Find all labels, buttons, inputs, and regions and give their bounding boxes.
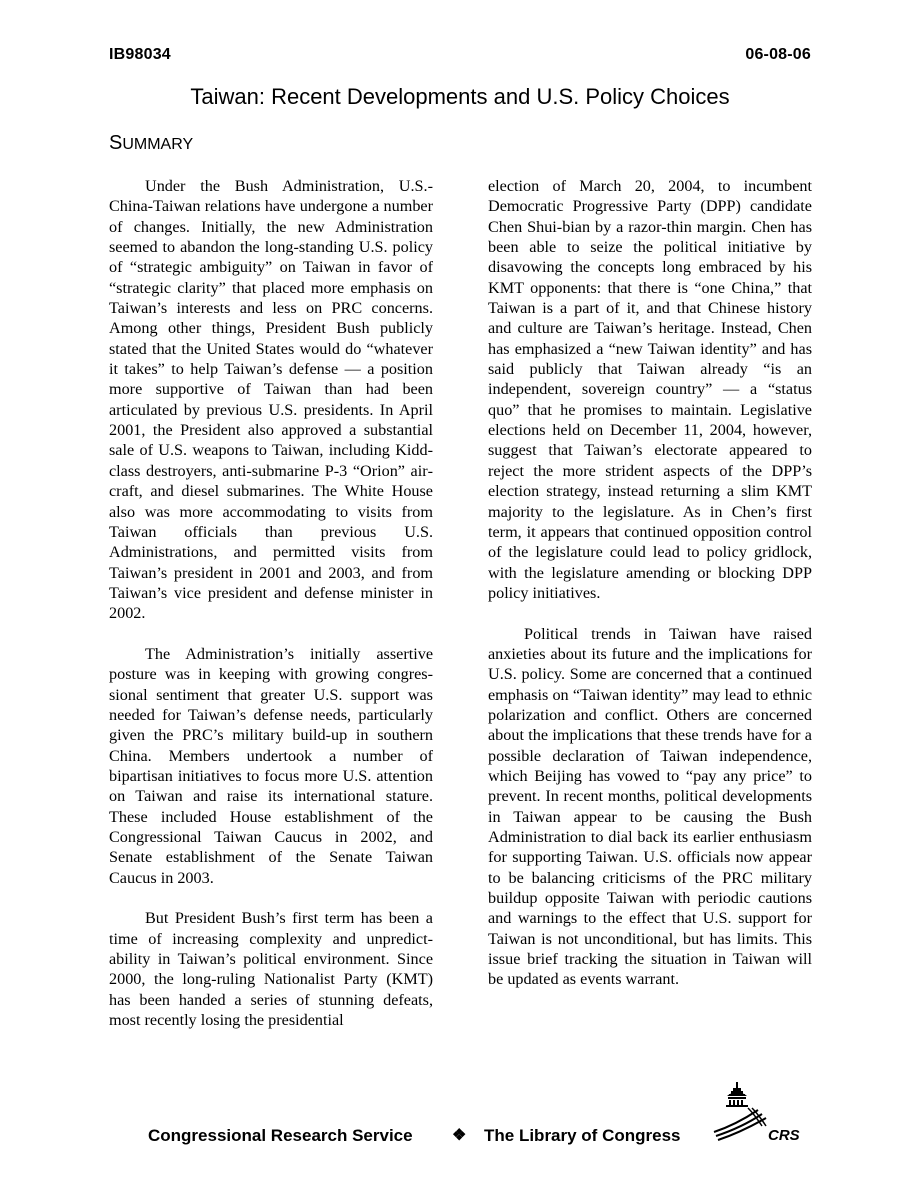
paragraph: But President Bush’s first term has been a time of increasing complexity and unpredictability in Taiwan’s political environment. Since 2000, the long-ruling Nationalist Party (KMT) has been handed a series of stunning defeats, most recently losing the presidential	[109, 909, 433, 1030]
paragraph: The Administration’s initially assertive posture was in keeping with growing congressional sentiment that greater U.S. support was needed for Taiwan’s defense needs, particularly given the PRC’s military build-up in southern China. Members undertook a number of bipartisan initiatives to focus more U.S. attention on Taiwan and raise its international stature. These included House establishment of the Congressional Taiwan Caucus in 2002, and Senate establishment of the Senate Taiwan Caucus in 2003.	[109, 644, 433, 887]
footer-library-name: The Library of Congress	[484, 1126, 681, 1145]
crs-logo-text: CRS	[768, 1127, 800, 1144]
section-heading-initial: S	[109, 132, 123, 154]
left-column	[109, 176, 433, 1051]
paragraph: Under the Bush Administration, U.S.-China-Taiwan relations have undergone a number of changes. Initially, the new Administration seemed to abandon the long-standing U.S. policy of “strategic ambiguity” on Taiwan in favor of “strategic clarity” that placed more emphasis on Taiwan’s interests and less on PRC concerns. Among other things, President Bush publicly stated that the United States would do “whatever it takes” to help Taiwan’s defense — a position more supportive of Taiwan than had been articulated by previous U.S. presidents. In April 2001, the President also approved a substantial sale of U.S. weapons to Taiwan, including Kidd-class destroyers, anti-submarine P-3 “Orion” aircraft, and diesel submarines. The White House also was more accommodating to visits from Taiwan officials than previous U.S. Administrations, and permitted visits from Taiwan’s president in 2001 and 2003, and from Taiwan’s vice president and defense minister in 2002.	[109, 177, 433, 623]
footer-org-name: Congressional Research Service	[148, 1126, 413, 1145]
section-heading	[109, 132, 193, 155]
paragraph-continued: election of March 20, 2004, to incumbent Democratic Progressive Party (DPP) candidate Chen Shui-bian by a razor-thin margin. Chen has been able to seize the political initiative by disavowing the concepts long embraced by his KMT opponents: that there is “one China,” that Taiwan is a part of it, and that Chinese history and culture are Taiwan’s heritage. Instead, Chen has emphasized a “new Taiwan identity” and has said publicly that Taiwan already “is an independent, sovereign country” — a “status quo” that he promises to maintain. Legislative elections held on December 11, 2004, however, suggest that Taiwan’s electorate appeared to reject the more strident aspects of the DPP’s election strategy, instead returning a slim KMT majority to the legislature. As in Chen’s first term, it appears that continued opposition control of the legislature could lead to policy gridlock, with the legislature amending or blocking DPP policy initiatives.	[488, 177, 812, 602]
document-date: 06-08-06	[745, 46, 811, 63]
section-heading-rest: UMMARY	[122, 136, 194, 153]
paragraph: Political trends in Taiwan have raised anxieties about its future and the implications for U.S. policy. Some are concerned that a continued emphasis on “Taiwan identity” may lead to ethnic polarization and conflict. Others are concerned about the implications that these trends have for a possible declaration of Taiwan independence, which Beijing has vowed to “pay any price” to prevent. In recent months, political developments in Taiwan appear to be causing the Bush Administration to dial back its earlier enthusiasm for supporting Taiwan. U.S. officials now appear to be balancing criticisms of the PRC military buildup opposite Taiwan with periodic cautions and warnings to the effect that U.S. support for Taiwan is not unconditional, but has limits. This issue brief tracking the situation in Taiwan will be updated as events warrant.	[488, 624, 812, 989]
right-column	[488, 176, 812, 1010]
document-id: IB98034	[109, 46, 171, 63]
crs-capitol-logo-icon	[712, 1080, 812, 1146]
page-title: Taiwan: Recent Developments and U.S. Policy Choices	[190, 84, 730, 109]
diamond-separator-icon: ❖	[452, 1127, 467, 1144]
